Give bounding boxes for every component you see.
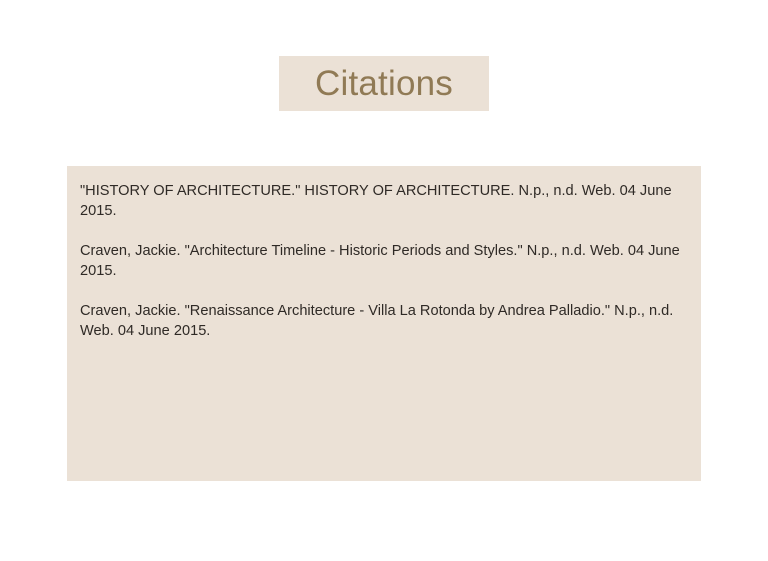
citation-item: "HISTORY OF ARCHITECTURE." HISTORY OF ARCHITECTURE. N.p., n.d. Web. 04 June 2015. [80, 183, 672, 219]
citation-item: Craven, Jackie. "Architecture Timeline - Historic Periods and Styles." N.p., n.d. Web. 04 June 2015. [80, 243, 680, 279]
slide-title: Citations [315, 64, 453, 103]
citation-item: Craven, Jackie. "Renaissance Architecture - Villa La Rotonda by Andrea Palladio." N.p., n.d. Web. 04 June 2015. [80, 303, 674, 339]
title-box [279, 56, 489, 111]
citations-box [67, 166, 701, 481]
